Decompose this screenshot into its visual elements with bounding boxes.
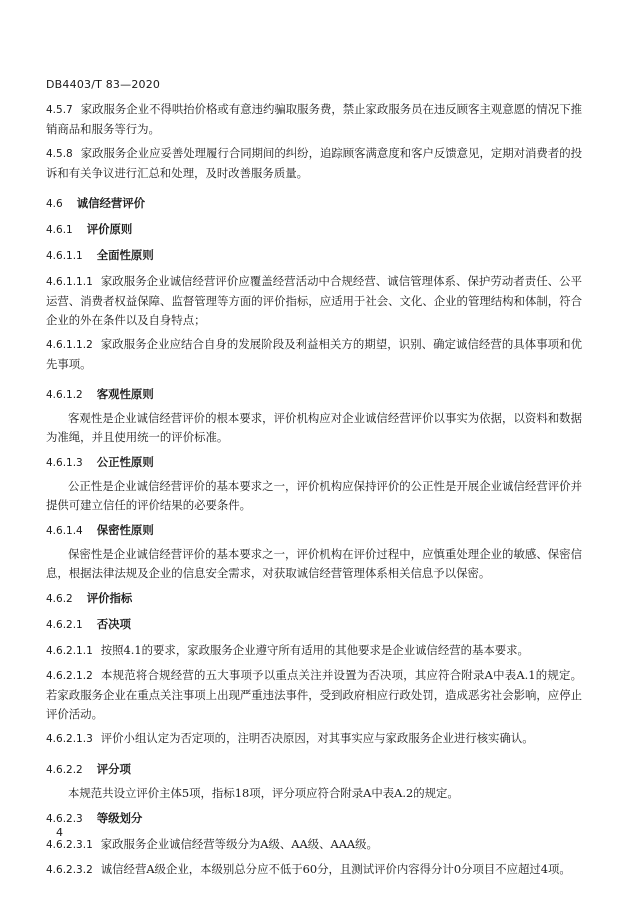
section-heading-4-6-1 — [46, 220, 582, 240]
section-heading-4-6-1-1 — [46, 246, 582, 266]
clause-number: 4.6.1.1.1 — [46, 276, 93, 288]
clause-4-6-2-3-2 — [46, 860, 582, 880]
heading-text: 公正性原则 — [96, 455, 154, 469]
heading-number: 4.6.1.4 — [46, 525, 83, 537]
heading-number: 4.6.2.1 — [46, 619, 83, 631]
heading-number: 4.6 — [46, 198, 63, 210]
clause-number: 4.6.2.1.2 — [46, 670, 93, 682]
clause-4-6-2-1-2 — [46, 666, 582, 724]
heading-text: 客观性原则 — [96, 387, 154, 401]
heading-number: 4.6.1.3 — [46, 457, 83, 469]
paragraph-objectivity: 客观性是企业诚信经营评价的根本要求，评价机构应对企业诚信经营评价以事实为依据，以资料和数据为准绳，并且使用统一的评价标准。 — [46, 411, 582, 444]
heading-number: 4.6.1.2 — [46, 389, 83, 401]
clause-number: 4.6.2.3.2 — [46, 864, 93, 876]
clause-text: 诚信经营A级企业，本级别总分应不低于60分，且测试评价内容得分计0分项目不应超过4项。 — [100, 862, 571, 876]
heading-text: 评价指标 — [86, 591, 133, 605]
clause-text: 家政服务企业诚信经营等级分为A级、AA级、AAA级。 — [100, 837, 378, 851]
section-heading-4-6-1-4 — [46, 521, 582, 541]
section-heading-4-6 — [46, 194, 582, 214]
heading-number: 4.6.1.1 — [46, 250, 83, 262]
section-heading-4-6-2-3 — [46, 809, 582, 829]
clause-4-5-8 — [46, 144, 582, 183]
section-heading-4-6-1-3 — [46, 453, 582, 473]
paragraph-confidentiality: 保密性是企业诚信经营评价的基本要求之一，评价机构在评价过程中，应慎重处理企业的敏感、保密信息，根据法律法规及企业的信息安全需求，对获取诚信经营管理体系相关信息予以保密。 — [46, 547, 582, 580]
clause-text: 家政服务企业诚信经营评价应覆盖经营活动中合规经营、诚信管理体系、保护劳动者责任、公平运营、消费者权益保障、监督管理等方面的评价指标，应适用于社会、文化、企业的管理结构和体制，符合企业的外在条件以及自身特点； — [46, 274, 582, 327]
clause-text: 按照4.1的要求，家政服务企业遵守所有适用的其他要求是企业诚信经营的基本要求。 — [100, 643, 529, 657]
section-heading-4-6-2-1 — [46, 615, 582, 635]
paragraph-fairness: 公正性是企业诚信经营评价的基本要求之一，评价机构应保持评价的公正性是开展企业诚信经营评价并提供可建立信任的评价结果的必要条件。 — [46, 479, 582, 512]
clause-text: 本规范将合规经营的五大事项予以重点关注并设置为否决项，其应符合附录A中表A.1的规定。若家政服务企业在重点关注事项上出现严重违法事件，受到政府相应行政处罚，造成恶劣社会影响，应停止评价活动。 — [46, 668, 582, 721]
clause-4-6-2-3-1 — [46, 835, 582, 855]
heading-text: 评价原则 — [86, 222, 133, 236]
clause-4-5-7 — [46, 100, 582, 139]
section-heading-4-6-2-2 — [46, 760, 582, 780]
heading-text: 保密性原则 — [96, 523, 154, 537]
document-header: DB4403/T 83—2020 — [46, 78, 161, 91]
clause-text: 家政服务企业不得哄抬价格或有意违约骗取服务费，禁止家政服务员在违反顾客主观意愿的情况下推销商品和服务等行为。 — [46, 102, 582, 136]
heading-number: 4.6.2 — [46, 593, 73, 605]
clause-4-6-1-1-1 — [46, 272, 582, 330]
clause-text: 家政服务企业应结合自身的发展阶段及利益相关方的期望，识别、确定诚信经营的具体事项和优先事项。 — [46, 337, 582, 371]
clause-number: 4.6.2.1.1 — [46, 645, 93, 657]
clause-text: 评价小组认定为否定项的，注明否决原因，对其事实应与家政服务企业进行核实确认。 — [100, 731, 534, 745]
clause-number: 4.6.1.1.2 — [46, 339, 93, 351]
heading-text: 评分项 — [96, 762, 131, 776]
heading-number: 4.6.2.3 — [46, 813, 83, 825]
section-heading-4-6-1-2 — [46, 385, 582, 405]
page-number: 4 — [56, 826, 63, 839]
paragraph-scoring: 本规范共设立评价主体5项，指标18项，评分项应符合附录A中表A.2的规定。 — [68, 786, 459, 800]
heading-text: 全面性原则 — [96, 248, 154, 262]
section-heading-4-6-2 — [46, 589, 582, 609]
clause-text: 家政服务企业应妥善处理履行合同期间的纠纷，追踪顾客满意度和客户反馈意见，定期对消费者的投诉和有关争议进行汇总和处理，及时改善服务质量。 — [46, 146, 582, 180]
heading-number: 4.6.2.2 — [46, 764, 83, 776]
clause-4-6-2-1-3 — [46, 729, 582, 749]
document-body — [46, 100, 582, 885]
heading-number: 4.6.1 — [46, 224, 73, 236]
clause-4-6-2-1-1 — [46, 641, 582, 661]
clause-number: 4.6.2.3.1 — [46, 839, 93, 851]
clause-number: 4.5.7 — [46, 104, 73, 116]
clause-number: 4.5.8 — [46, 148, 73, 160]
heading-text: 等级划分 — [96, 811, 143, 825]
clause-4-6-1-1-2 — [46, 335, 582, 374]
heading-text: 否决项 — [96, 617, 131, 631]
heading-text: 诚信经营评价 — [76, 196, 146, 210]
clause-number: 4.6.2.1.3 — [46, 733, 93, 745]
